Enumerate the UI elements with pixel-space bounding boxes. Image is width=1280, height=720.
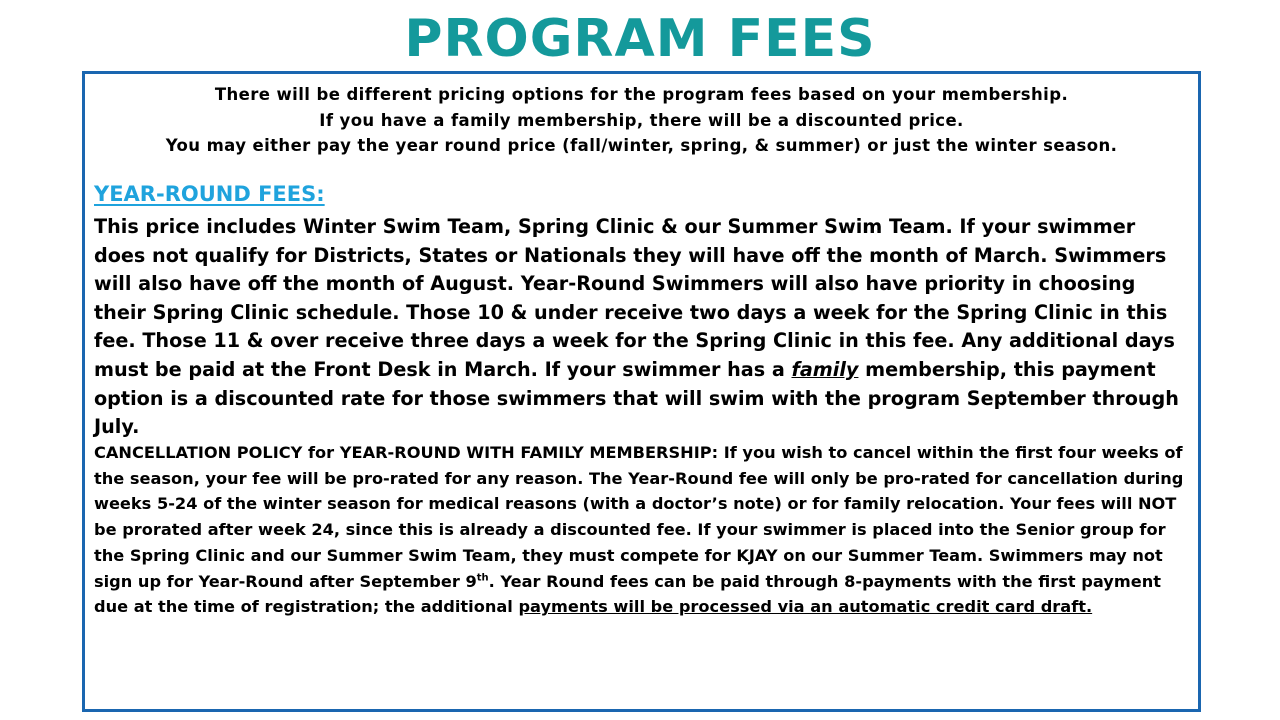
year-round-text: This price includes Winter Swim Team, Spring Clinic & our Summer Swim Team. If your swimmer does not qualify for Districts, States or Nationals they will have off the month of March. Swimmers will also have off the month of August. Year-Round Swimmers will also have priority in choosing their Spring Clinic schedule. Those 10 & under receive two days a week for the Spring Clinic in this fee. Those 11 & over receive three days a week for the Spring Clinic in this fee. Any additional days must be paid at the Front Desk in March. If your swimmer has a [94,215,1175,381]
cancellation-text: . Year Round fees can be paid through 8-payments with the first payment due at the time of registration; the additional [94,571,1161,617]
year-round-description [94,213,1189,442]
intro-line: You may either pay the year round price (fall/winter, spring, & summer) or just the winter season. [165,136,1118,155]
intro-line: There will be different pricing options for the program fees based on your membership. [214,85,1069,104]
cancellation-policy [94,440,1189,620]
intro-text [85,82,1198,159]
intro-line: If you have a family membership, there will be a discounted price. [319,110,964,130]
page-title: PROGRAM FEES [404,9,876,69]
year-round-heading: YEAR-ROUND FEES: [94,182,325,206]
cancellation-text: CANCELLATION POLICY for YEAR-ROUND WITH FAMILY MEMBERSHIP: If you wish to cancel within the first four weeks of the season, your fee will be pro-rated for any reason. The Year-Round fee will only be pro-rated for cancellation during weeks 5-24 of the winter season for medical reasons (with a doctor’s note) or for family relocation. Your fees will NOT be prorated after week 24, since this is already a discounted fee. If your swimmer is placed into the Senior group for the Spring Clinic and our Summer Swim Team, they must compete for KJAY on our Summer Team. Swimmers may not sign up for Year-Round after September 9 [94,443,1184,591]
fees-content-box [82,71,1201,712]
payment-processing-note: payments will be processed via an automatic credit card draft. [518,597,1093,617]
year-round-text: membership, this payment option is a discounted rate for those swimmers that will swim with the program September through July. [94,357,1179,439]
family-emphasis: family [791,357,859,381]
ordinal-suffix: th [476,572,489,584]
